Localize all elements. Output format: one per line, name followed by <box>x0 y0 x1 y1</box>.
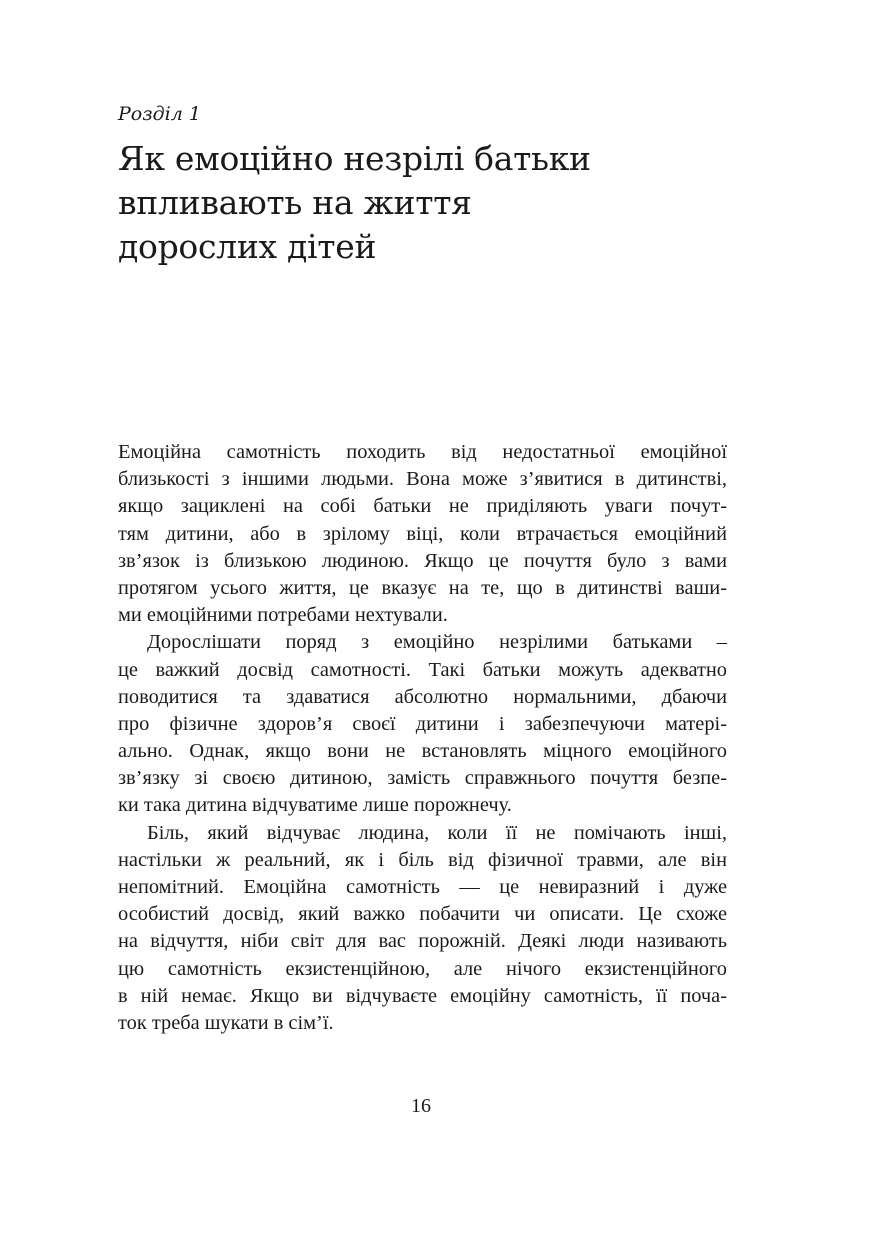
text-line: протягом усього життя, це вказує на те, що в дитинстві ваши- <box>118 576 727 599</box>
text-line: настільки ж реальний, як і біль від фізичної травми, але він <box>118 848 727 871</box>
paragraph-1 <box>118 439 727 629</box>
text-line: Емоційна самотність походить від недостатньої емоційної <box>118 441 727 463</box>
body-text <box>118 439 727 1037</box>
text-line: поводитися та здаватися абсолютно нормальними, дбаючи <box>118 685 727 708</box>
text-line: це важкий досвід самотності. Такі батьки можуть адекватно <box>118 658 727 681</box>
text-line: в ній немає. Якщо ви відчуваєте емоційну самотність, її поча- <box>118 984 727 1007</box>
text-line: Біль, який відчуває людина, коли її не помічають інші, <box>147 821 727 844</box>
page-number: 16 <box>411 1095 431 1117</box>
text-line: ально. Однак, якщо вони не встановлять міцного емоційного <box>118 740 727 763</box>
text-line: про фізичне здоров’я своєї дитини і забезпечуючи матері- <box>118 712 727 735</box>
chapter-title-line: Як емоційно незрілі батьки <box>118 139 591 178</box>
text-line: зв’язок із близькою людиною. Якщо це почуття було з вами <box>118 549 727 572</box>
text-line: непомітний. Емоційна самотність — це невиразний і дуже <box>118 876 727 898</box>
text-line: зв’язку зі своєю дитиною, замість справжнього почуття безпе- <box>118 767 727 790</box>
text-line: якщо зациклені на собі батьки не приділяють уваги почут- <box>118 495 727 518</box>
text-line: ми емоційними потребами нехтували. <box>118 604 448 627</box>
chapter-title <box>118 137 738 269</box>
chapter-title-line: впливають на життя <box>118 183 472 222</box>
chapter-label: Розділ 1 <box>118 103 201 125</box>
paragraph-2 <box>118 629 727 819</box>
text-line: ки така дитина відчуватиме лише порожнечу. <box>118 794 512 817</box>
text-line: цю самотність екзистенційною, але нічого екзистенційного <box>118 957 727 980</box>
text-line: на відчуття, ніби світ для вас порожній. Деякі люди називають <box>118 930 727 953</box>
text-line: тям дитини, або в зрілому віці, коли втрачається емоційний <box>118 522 727 545</box>
text-line: особистий досвід, який важко побачити чи описати. Це схоже <box>118 903 727 926</box>
text-line: Дорослішати поряд з емоційно незрілими батьками – <box>147 631 727 654</box>
text-line: близькості з іншими людьми. Вона може з’явитися в дитинстві, <box>118 468 727 491</box>
chapter-title-line: дорослих дітей <box>118 227 377 266</box>
text-line: ток треба шукати в сім’ї. <box>118 1011 334 1034</box>
paragraph-3 <box>118 820 727 1038</box>
